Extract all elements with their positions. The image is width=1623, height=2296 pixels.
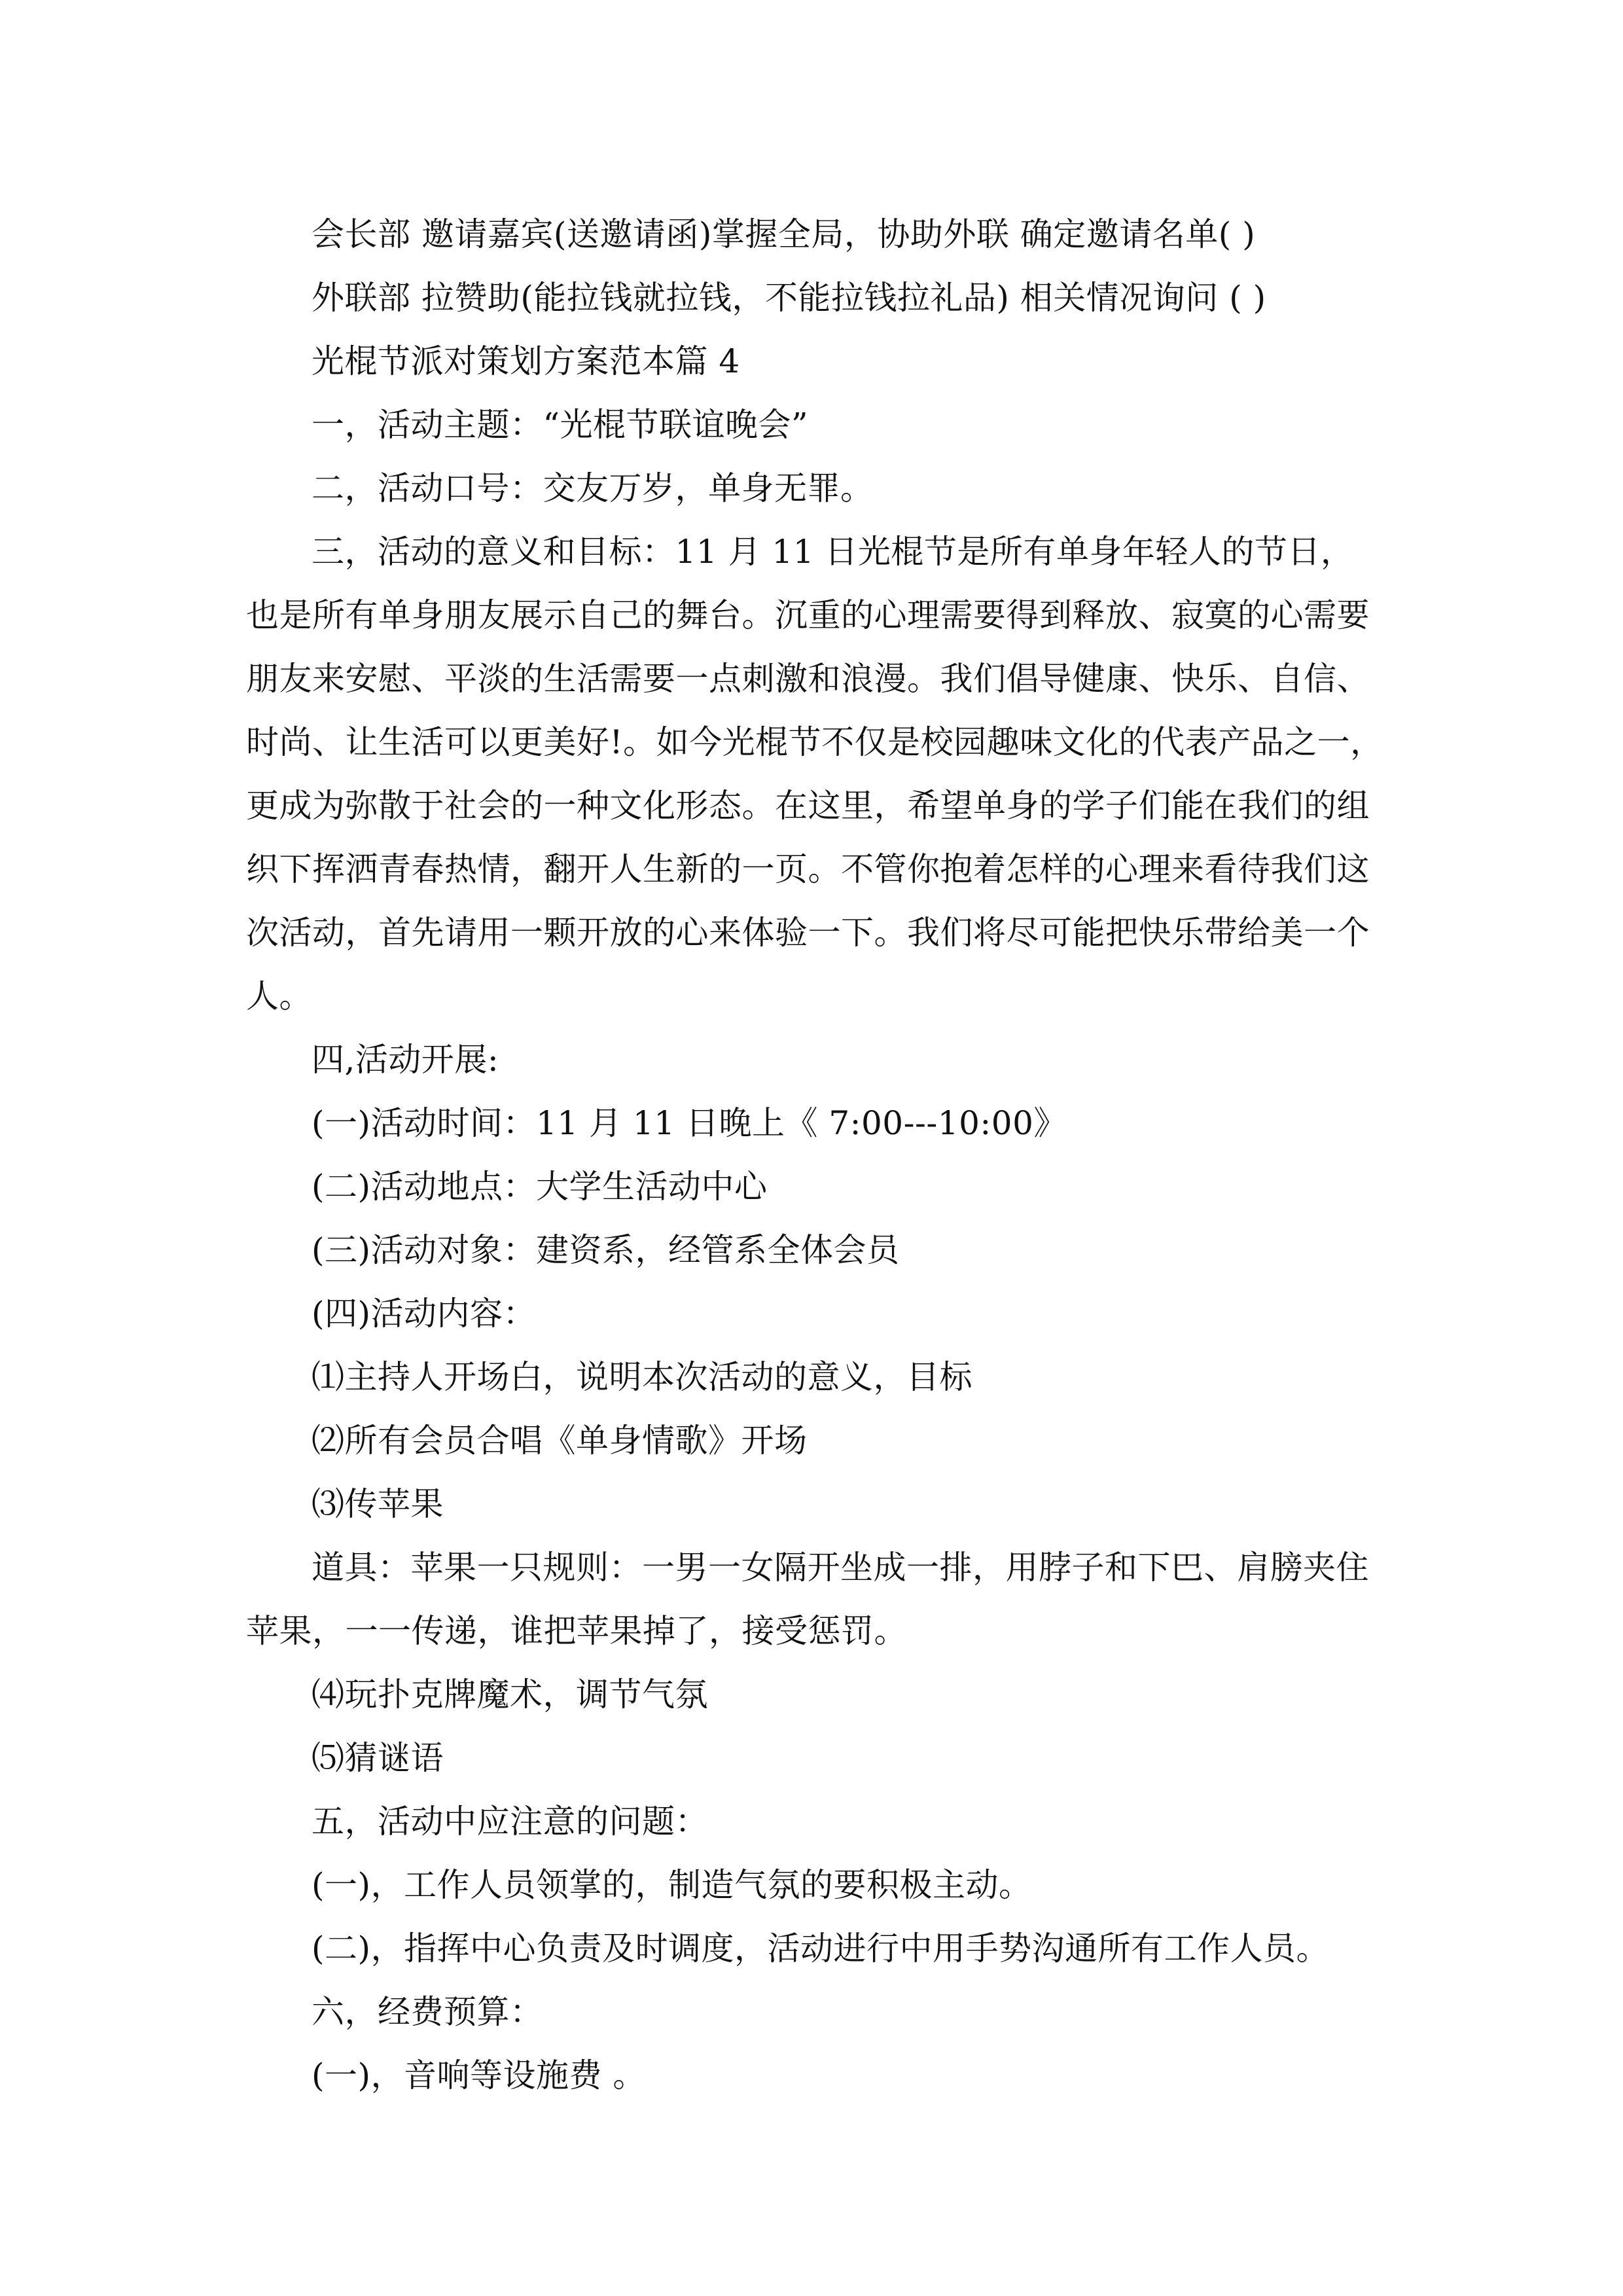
paragraph: 三，活动的意义和目标：11 月 11 日光棍节是所有单身年轻人的节日，也是所有单身朋友展示自己的舞台。沉重的心理需要得到释放、寂寞的心需要朋友来安慰、平淡的生活需要一点刺激和浪漫。我们倡导健康、快乐、自信、时尚、让生活可以更美好!。如今光棍节不仅是校园趣味文化的代表产品之一，更成为弥散于社会的一种文化形态。在这里，希望单身的学子们能在我们的组织下挥洒青春热情，翻开人生新的一页。不管你抱着怎样的心理来看待我们这次活动，首先请用一颗开放的心来体验一下。我们将尽可能把快乐带给美一个人。 <box>246 533 1383 1015</box>
paragraph: 外联部 拉赞助(能拉钱就拉钱，不能拉钱拉礼品) 相关情况询问 ( ) <box>312 279 1266 317</box>
paragraph: ⑸猜谜语 <box>312 1739 444 1777</box>
paragraph: ⑴主持人开场白，说明本次活动的意义，目标 <box>312 1358 972 1396</box>
paragraph: (一)活动时间：11 月 11 日晚上《 7:00---10:00》 <box>312 1104 1067 1142</box>
paragraph: (四)活动内容： <box>312 1295 537 1333</box>
paragraph: ⑵所有会员合唱《单身情歌》开场 <box>312 1422 808 1460</box>
paragraph: (二)活动地点：大学生活动中心 <box>312 1168 768 1206</box>
paragraph: (二)，指挥中心负责及时调度，活动进行中用手势沟通所有工作人员。 <box>312 1929 1330 1967</box>
paragraph: 会长部 邀请嘉宾(送邀请函)掌握全局，协助外联 确定邀请名单( ) <box>312 215 1256 253</box>
paragraph: 二，活动口号：交友万岁，单身无罪。 <box>312 469 874 507</box>
section-title: 光棍节派对策划方案范本篇 4 <box>312 342 740 380</box>
paragraph: ⑷玩扑克牌魔术，调节气氛 <box>312 1676 708 1713</box>
document-body <box>246 203 1385 2108</box>
paragraph: 一，活动主题：“光棍节联谊晚会” <box>312 406 809 444</box>
paragraph: 六，经费预算： <box>312 1993 543 2031</box>
paragraph: 五，活动中应注意的问题： <box>312 1803 708 1840</box>
paragraph: ⑶传苹果 <box>312 1485 444 1523</box>
paragraph: (一)，工作人员领掌的，制造气氛的要积极主动。 <box>312 1866 1032 1904</box>
paragraph: (三)活动对象：建资系，经管系全体会员 <box>312 1231 900 1269</box>
paragraph: 道具：苹果一只规则：一男一女隔开坐成一排，用脖子和下巴、肩膀夹住苹果，一一传递，谁把苹果掉了，接受惩罚。 <box>246 1549 1369 1650</box>
paragraph: 四,活动开展: <box>312 1041 499 1079</box>
paragraph: (一)，音响等设施费 。 <box>312 2056 646 2094</box>
